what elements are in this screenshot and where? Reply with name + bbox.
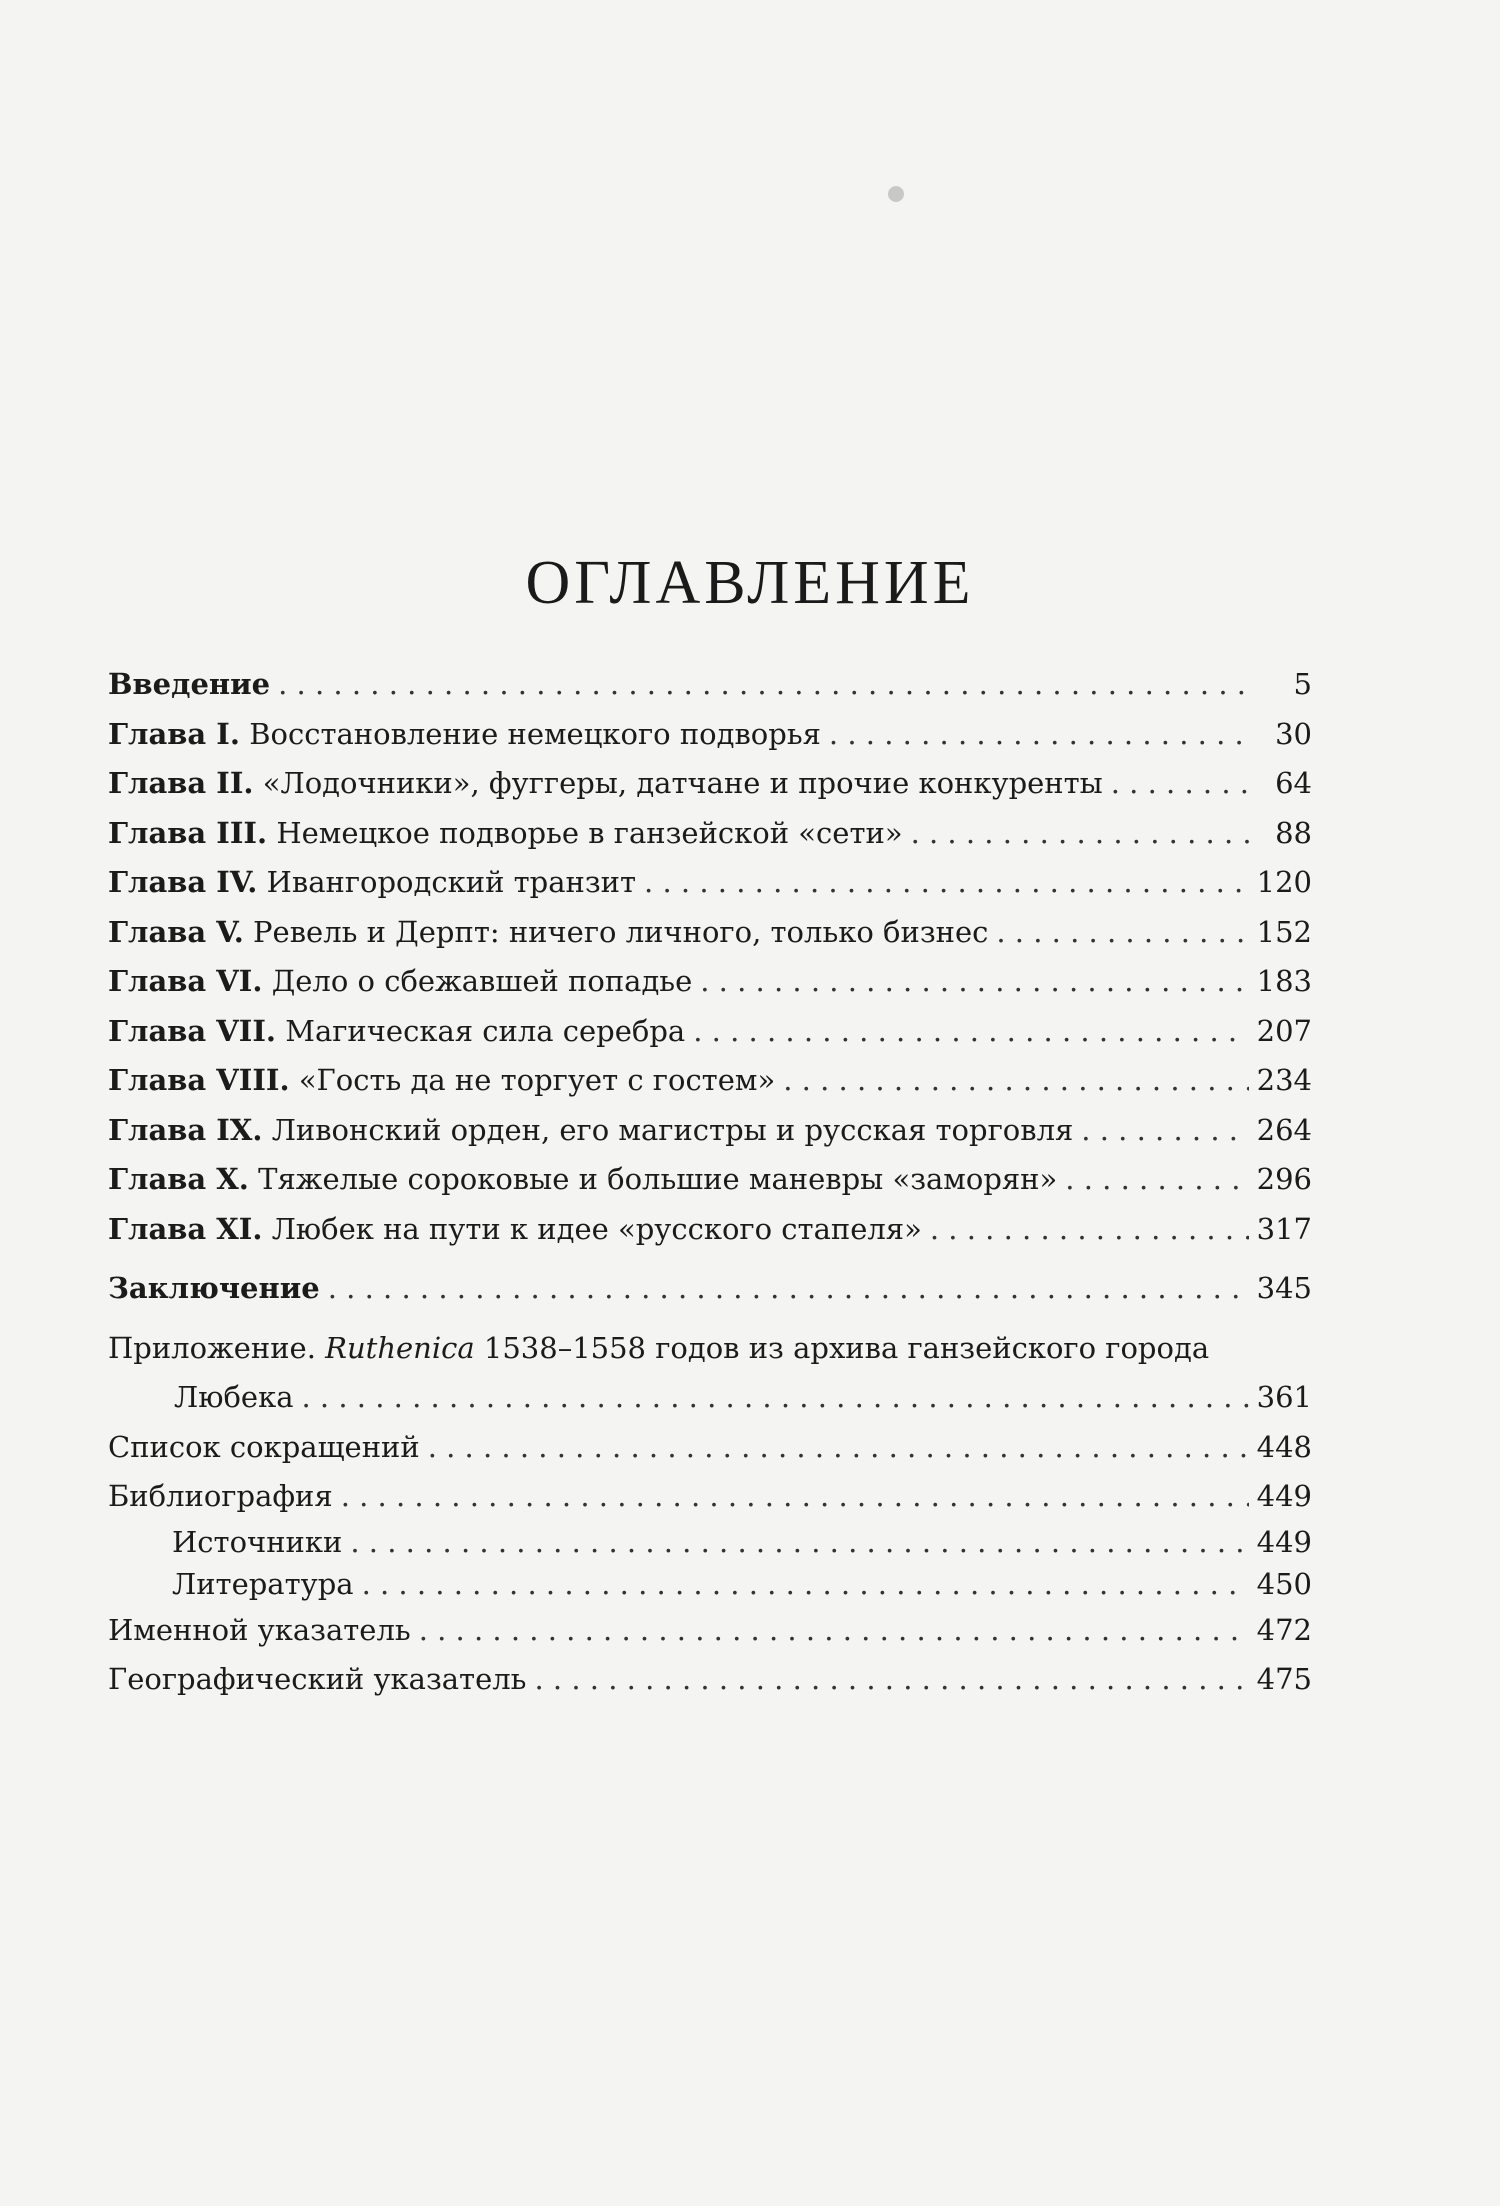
toc-entry-name-index[interactable]: [108, 1606, 1312, 1656]
dot-leader: [534, 1655, 1248, 1705]
dot-leader: [419, 1606, 1249, 1656]
toc-entry-chapter-7[interactable]: [108, 1007, 1312, 1057]
page-number: 448: [1256, 1429, 1312, 1464]
entry-title: Восстановление немецкого подворья: [249, 716, 821, 751]
toc-entry-chapter-3[interactable]: [108, 809, 1312, 859]
dot-leader: [341, 1472, 1249, 1522]
entry-title: «Гость да не торгует с гостем»: [298, 1063, 776, 1097]
page-number: 30: [1275, 716, 1312, 751]
page-number: 449: [1256, 1524, 1312, 1559]
page-number: 449: [1256, 1479, 1312, 1513]
dot-leader: [700, 957, 1248, 1007]
page-number: 5: [1293, 667, 1312, 701]
appendix-suffix: 1538–1558 годов из архива ганзейского города: [474, 1330, 1210, 1365]
toc-entry-conclusion[interactable]: [108, 1264, 1312, 1314]
dot-leader: [1111, 759, 1252, 809]
toc-entry-literature[interactable]: [108, 1562, 1312, 1606]
entry-bold-label: Заключение: [108, 1271, 320, 1305]
entry-bold-label: Глава VIII.: [108, 1063, 290, 1097]
page-title: ОГЛАВЛЕНИЕ: [525, 549, 975, 617]
toc-entry-bibliography[interactable]: [108, 1472, 1312, 1522]
entry-bold-label: Глава VII.: [108, 1013, 277, 1048]
dot-leader: [301, 1373, 1248, 1423]
toc-entry-chapter-10[interactable]: [108, 1155, 1312, 1205]
dot-leader: [783, 1056, 1248, 1106]
dot-leader: [362, 1562, 1249, 1606]
toc-entry-introduction[interactable]: [108, 660, 1312, 710]
toc-entry-appendix[interactable]: [108, 1324, 1312, 1423]
toc-entry-chapter-6[interactable]: [108, 957, 1312, 1007]
entry-title: Магическая сила серебра: [285, 1013, 686, 1048]
page-number: 183: [1256, 964, 1312, 998]
toc-entry-chapter-1[interactable]: [108, 710, 1312, 760]
page-number: 88: [1275, 815, 1312, 850]
toc-entry-abbreviations[interactable]: [108, 1423, 1312, 1473]
entry-title: «Лодочники», фуггеры, датчане и прочие конкуренты: [262, 766, 1103, 800]
page-number: 317: [1256, 1211, 1312, 1246]
dot-leader: [644, 858, 1249, 908]
page-number: 152: [1256, 914, 1312, 949]
entry-bold-label: Глава X.: [108, 1162, 249, 1196]
page-number: 64: [1275, 766, 1312, 800]
entry-title: Литература: [172, 1566, 354, 1601]
entry-bold-label: Глава IX.: [108, 1112, 263, 1147]
table-of-contents: [108, 660, 1312, 1705]
dot-leader: [1065, 1155, 1248, 1205]
dot-leader: [1081, 1106, 1248, 1156]
page-number: 345: [1256, 1271, 1312, 1305]
page-number: 361: [1256, 1380, 1312, 1414]
appendix-prefix: Приложение.: [108, 1330, 326, 1365]
toc-entry-chapter-4[interactable]: [108, 858, 1312, 908]
entry-title: Ивангородский транзит: [266, 865, 637, 899]
dot-leader: [829, 710, 1252, 760]
entry-title: Дело о сбежавшей попадье: [271, 964, 693, 998]
toc-entry-chapter-2[interactable]: [108, 759, 1312, 809]
toc-entry-geo-index[interactable]: [108, 1655, 1312, 1705]
entry-title: Любек на пути к идее «русского стапеля»: [271, 1211, 922, 1246]
dot-leader: [996, 908, 1248, 958]
page-number: 450: [1256, 1566, 1312, 1601]
entry-bold-label: Глава XI.: [108, 1211, 263, 1246]
toc-entry-sources[interactable]: [108, 1522, 1312, 1562]
entry-bold-label: Глава VI.: [108, 964, 263, 998]
toc-entry-chapter-8[interactable]: [108, 1056, 1312, 1106]
dot-leader: [911, 809, 1252, 859]
page-number: 207: [1256, 1013, 1312, 1048]
page-number: 234: [1256, 1063, 1312, 1097]
page-number: 472: [1256, 1612, 1312, 1647]
entry-title: Ливонский орден, его магистры и русская торговля: [271, 1112, 1074, 1147]
entry-bold-label: Глава II.: [108, 766, 254, 800]
page-number: 120: [1256, 865, 1312, 899]
entry-bold-label: Введение: [108, 667, 271, 701]
entry-bold-label: Глава III.: [108, 815, 268, 850]
entry-title: Ревель и Дерпт: ничего личного, только бизнес: [253, 914, 989, 949]
appendix-line-2: Любека: [174, 1380, 294, 1414]
dot-leader: [930, 1205, 1249, 1255]
appendix-italic-title: Ruthenica: [325, 1330, 475, 1365]
dot-leader: [428, 1423, 1249, 1473]
paper-speck: [888, 186, 904, 202]
page-number: 296: [1256, 1162, 1312, 1196]
dot-leader: [350, 1522, 1248, 1562]
dot-leader: [693, 1007, 1248, 1057]
toc-entry-chapter-9[interactable]: [108, 1106, 1312, 1156]
entry-title: Немецкое подворье в ганзейской «сети»: [276, 815, 903, 850]
dot-leader: [328, 1264, 1249, 1314]
dot-leader: [278, 660, 1252, 710]
page-number: 264: [1256, 1112, 1312, 1147]
page-number: 475: [1256, 1662, 1312, 1696]
entry-title: Источники: [172, 1524, 343, 1559]
entry-bold-label: Глава V.: [108, 914, 244, 949]
toc-entry-chapter-11[interactable]: [108, 1205, 1312, 1255]
entry-title: Географический указатель: [108, 1662, 527, 1696]
entry-title: Именной указатель: [108, 1612, 411, 1647]
entry-bold-label: Глава IV.: [108, 865, 258, 899]
entry-title: Библиография: [108, 1479, 333, 1513]
entry-bold-label: Глава I.: [108, 716, 240, 751]
toc-entry-chapter-5[interactable]: [108, 908, 1312, 958]
entry-title: Список сокращений: [108, 1429, 420, 1464]
entry-title: Тяжелые сороковые и большие маневры «заморян»: [258, 1162, 1058, 1196]
